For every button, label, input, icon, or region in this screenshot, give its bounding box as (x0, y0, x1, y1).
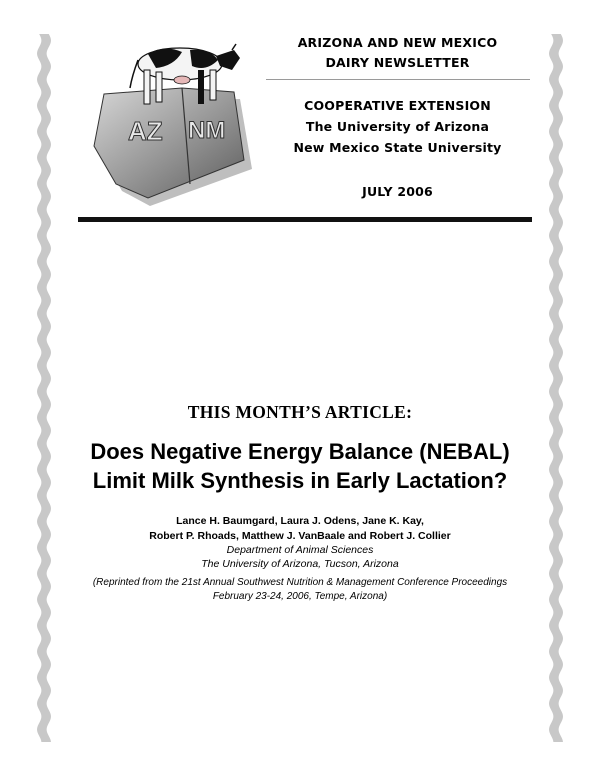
reprint-note-line1: (Reprinted from the 21st Annual Southwest Nutrition & Management Conference Proceedings (92, 577, 508, 588)
article-title-line2: Limit Milk Synthesis in Early Lactation? (92, 468, 508, 493)
az-nm-dairy-logo (86, 36, 256, 206)
newsletter-title-line2: DAIRY NEWSLETTER (325, 55, 470, 70)
authors-line2: Robert P. Rhoads, Matthew J. VanBaale and Robert J. Collier (149, 530, 451, 542)
main-divider (78, 217, 532, 222)
article-section-label: THIS MONTH’S ARTICLE: (187, 402, 413, 422)
reprint-note-line2: February 23-24, 2006, Tempe, Arizona) (212, 591, 388, 602)
cooperative-extension-label: COOPERATIVE EXTENSION (304, 98, 491, 113)
authors-line1: Lance H. Baumgard, Laura J. Odens, Jane K. Kay, (176, 515, 424, 527)
nmsu-label: New Mexico State University (293, 140, 502, 155)
az-label: AZ (128, 116, 163, 146)
institution: The University of Arizona, Tucson, Arizona (201, 558, 399, 570)
university-of-arizona-label: The University of Arizona (305, 119, 490, 134)
department: Department of Animal Sciences (226, 544, 374, 556)
header-divider (266, 79, 530, 80)
left-decorative-border (35, 34, 53, 742)
article-title-line1: Does Negative Energy Balance (NEBAL) (90, 439, 510, 464)
newsletter-title-line1: ARIZONA AND NEW MEXICO (297, 35, 498, 50)
nm-label: NM (188, 117, 226, 144)
issue-date: JULY 2006 (362, 184, 433, 199)
right-decorative-border (547, 34, 565, 742)
